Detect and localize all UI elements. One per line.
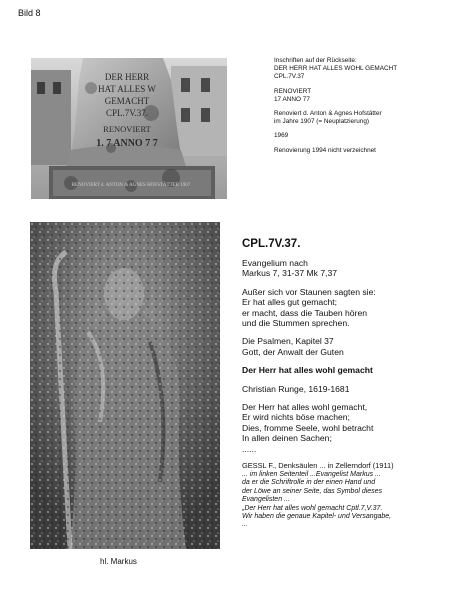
text-line: Dies, fromme Seele, wohl betracht (242, 422, 374, 433)
text-line: Außer sich vor Staunen sagten sie: (242, 286, 376, 297)
inscription-notes (274, 57, 444, 155)
notes-heading: Inschriften auf der Rückseite: (274, 57, 357, 64)
section-title: CPL.7V.37. (242, 238, 301, 250)
text-line: Er hat alles gut gemacht; (242, 297, 338, 308)
main-text (242, 238, 447, 530)
text-line: und die Stummen sprechen. (242, 318, 350, 329)
quote-line: der Löwe an seiner Seite, das Symbol dieses (242, 487, 383, 495)
monument-back-photo (31, 58, 227, 199)
quote-line: Evangelisten ... (242, 496, 290, 504)
text-line: In allen deinen Sachen; (242, 433, 332, 444)
inscription-line: DER HERR (104, 72, 150, 82)
notes-1969: 1969 (274, 132, 289, 140)
psalm-block (242, 336, 447, 357)
text-line: Markus 7, 31-37 Mk 7,37 (242, 268, 338, 279)
author-block (242, 384, 447, 394)
notes-renoviert-year: im Jahre 1907 (= Neuplatzierung) (274, 118, 370, 126)
bible-quote-block (242, 287, 447, 329)
inscription-line: CPL.7V.37. (105, 108, 149, 118)
inscription-line: HAT ALLES W (98, 84, 156, 94)
notes-renoviert: RENOVIERT (274, 87, 312, 95)
text-line: er macht, dass die Tauben hören (242, 307, 368, 318)
text-line: Evangelium nach (242, 258, 308, 268)
gessl-block (242, 462, 447, 530)
hymn-author: Christian Runge, 1619-1681 (242, 383, 350, 394)
page-label: Bild 8 (18, 8, 41, 18)
inscription-line: GEMACHT (104, 96, 150, 106)
gessl-reference: GESSL F., Denksäulen ... in Zellerndorf (1911) (242, 461, 394, 471)
markus-relief-photo (30, 222, 220, 549)
notes-line: DER HERR HAT ALLES WOHL GEMACHT (274, 65, 398, 73)
quote-line: da er die Schriftrolle in der einen Hand und (242, 479, 376, 487)
quote-line: ... im linken Seitenteil ...Evangelist Markus ... (242, 470, 381, 478)
text-line: Die Psalmen, Kapitel 37 (242, 336, 334, 347)
quote-line: ... (242, 521, 248, 529)
text-line: Er wird nichts böse machen; (242, 412, 350, 423)
text-line: Gott, der Anwalt der Guten (242, 346, 344, 357)
notes-1994: Renovierung 1994 nicht verzeichnet (274, 146, 376, 154)
inscription-line: 1. 7 ANNO 7 7 (96, 138, 158, 149)
notes-line: CPL.7V.37 (274, 73, 305, 81)
text-line: Der Herr hat alles wohl gemacht, (242, 402, 368, 413)
hymn-title: Der Herr hat alles wohl gemacht (242, 365, 373, 376)
quote-line: Wir haben die genaue Kapitel- und Versangabe, (242, 512, 392, 520)
hymn-verse-block (242, 402, 447, 454)
photo-caption: hl. Markus (100, 557, 137, 566)
text-line: ...... (242, 443, 257, 454)
inscription-line: RENOVIERT (103, 124, 151, 134)
evangelium-block (242, 258, 447, 279)
notes-anno: 17 ANNO 77 (274, 95, 310, 103)
hymn-title-block (242, 365, 447, 375)
notes-renoviert-by: Renoviert d. Anton & Agnes Hofstätter (274, 110, 382, 118)
quote-line: „Der Herr hat alles wohl gemacht Cptl.7,V.37. (242, 504, 383, 512)
base-inscription: RENOVIERT d. ANTON & AGNES HOFSTÄTTER 1907 (71, 183, 191, 188)
